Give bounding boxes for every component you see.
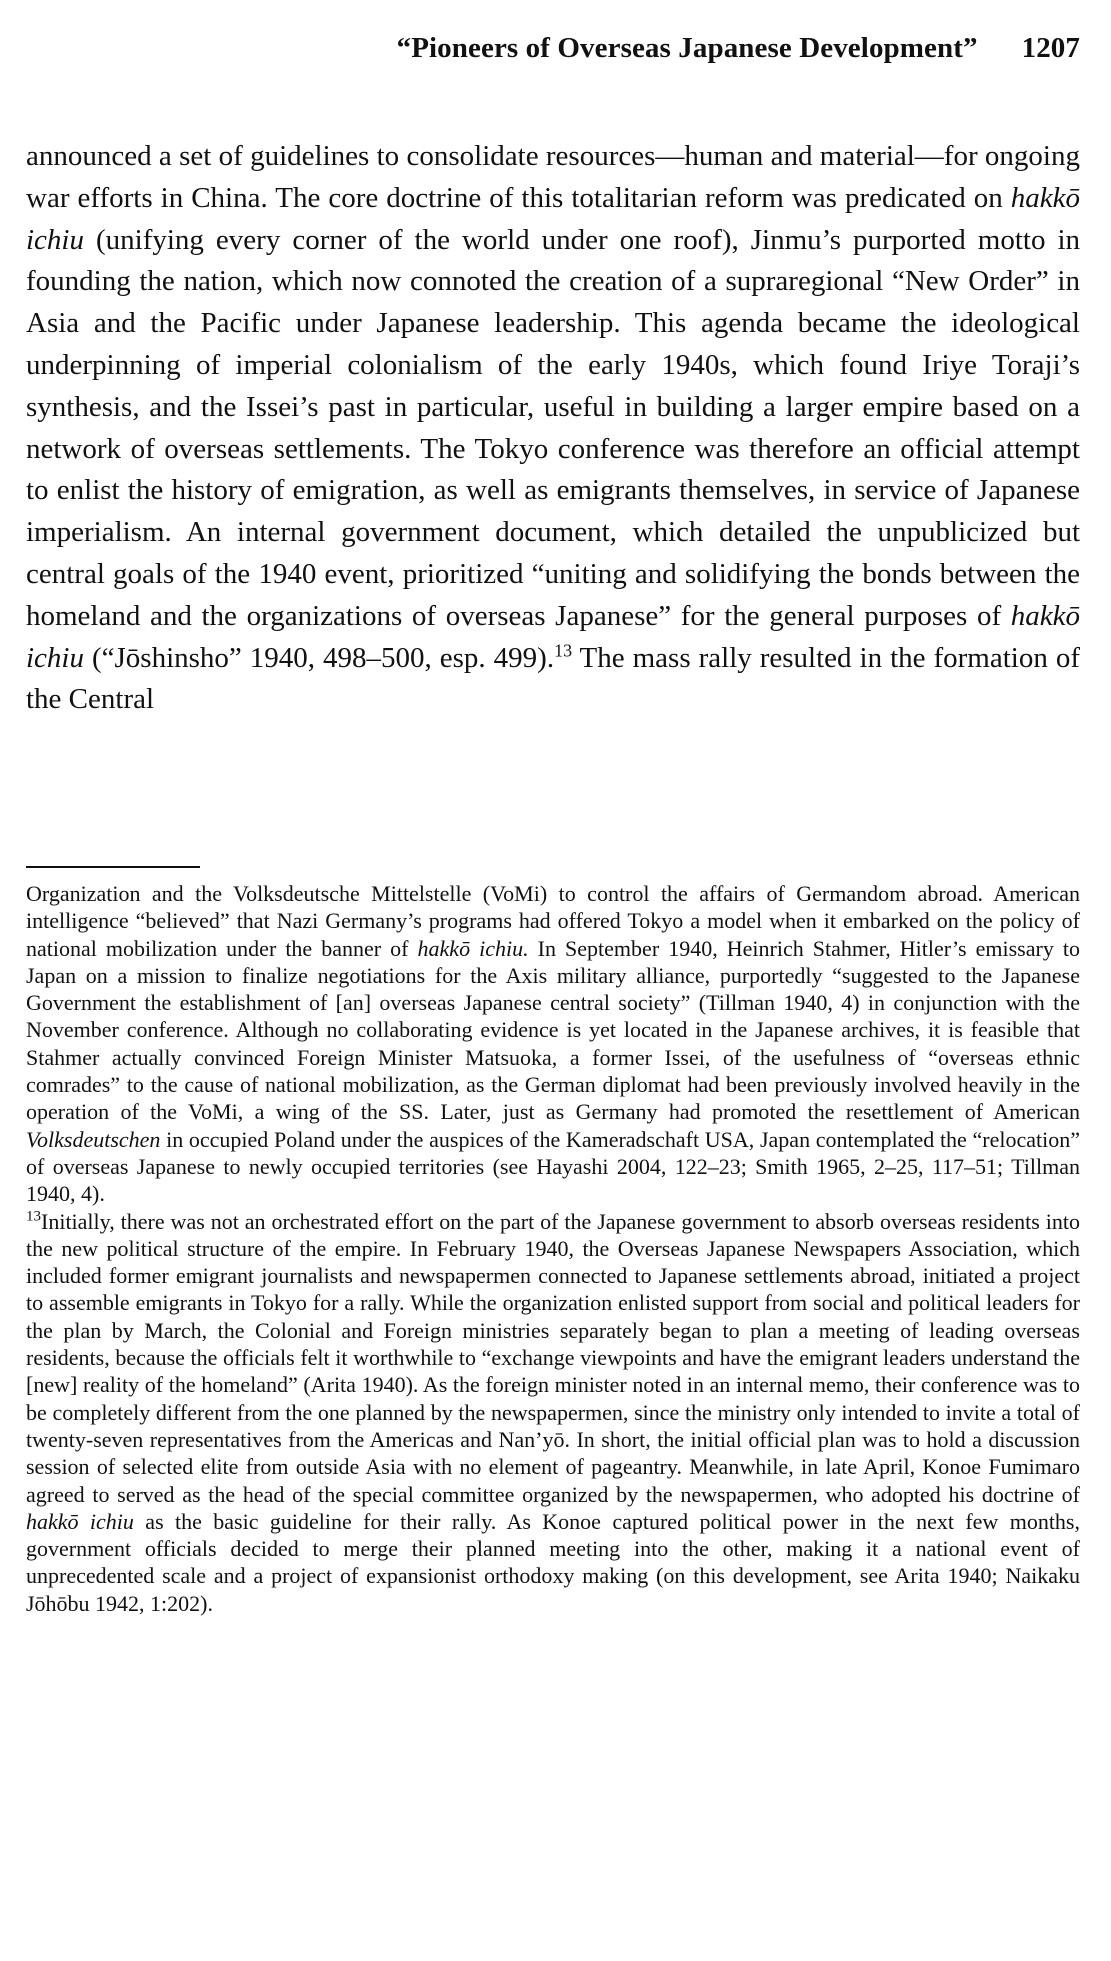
footnote-text-segment: Organization and the Volksdeutsche Mittelstelle (VoMi) to control the affairs of Germandom abroad. American intelligence “believed” that Nazi Germany’s programs had offered Tokyo a model when it embarked on the policy of national mobilization under the banner of — [26, 881, 1080, 961]
footnote-divider — [26, 866, 200, 868]
footnotes — [26, 880, 1080, 1617]
footnote-13 — [26, 1208, 1080, 1617]
main-text-italic: hakkō ichiu — [26, 599, 1080, 674]
main-paragraph — [26, 136, 1080, 721]
main-text-italic: hakkō ichiu — [26, 181, 1080, 256]
page-number: 1207 — [1021, 32, 1080, 64]
footnote-text-segment: In September 1940, Heinrich Stahmer, Hitler’s emissary to Japan on a mission to finalize negotiations for the Axis military alliance, purportedly “suggested to the Japanese Government the establishment of [an] overseas Japanese central society” (Tillman 1940, 4) in conjunction with the November conference. Although no collaborating evidence is yet located in the Japanese archives, it is feasible that Stahmer actually convinced Foreign Minister Matsuoka, a former Issei, of the usefulness of “overseas ethnic comrades” to the cause of national mobilization, as the German diplomat had been previously involved heavily in the operation of the VoMi, a wing of the SS. Later, just as Germany had promoted the resettlement of American — [26, 935, 1080, 1125]
footnote-text-segment: in occupied Poland under the auspices of the Kameradschaft USA, Japan contemplated the “relocation” of overseas Japanese to newly occupied territories (see Hayashi 2004, 122–23; Smith 1965, 2–25, 117–51; Tillman 1940, 4). — [26, 1126, 1080, 1207]
footnote-text-italic: hakkō ichiu — [26, 1508, 134, 1534]
footnote-13-marker: 13 — [26, 1208, 41, 1225]
footnote-text-italic: hakkō ichiu. — [417, 935, 529, 961]
footnote-ref-13[interactable]: 13 — [554, 639, 573, 660]
footnote-text-segment: as the basic guideline for their rally. As Konoe captured political power in the next few months, government officials decided to merge their planned meeting into the other, making it a national event of unprecedented scale and a project of expansionist orthodoxy making (on this development, see Arita 1940; Naikaku Jōhōbu 1942, 1:202). — [26, 1508, 1080, 1616]
main-text-segment: (unifying every corner of the world under one roof), Jinmu’s purported motto in founding the nation, which now connoted the creation of a supraregional “New Order” in Asia and the Pacific under Japanese leadership. This agenda became the ideological underpinning of imperial colonialism of the early 1940s, which found Iriye Toraji’s synthesis, and the Issei’s past in particular, useful in building a larger empire based on a network of overseas settlements. The Tokyo conference was therefore an official attempt to enlist the history of emigration, as well as emigrants themselves, in service of Japanese imperialism. An internal government document, which detailed the unpublicized but central goals of the 1940 event, prioritized “uniting and solidifying the bonds between the homeland and the organizations of overseas Japanese” for the general purposes of — [26, 223, 1080, 632]
footnote-continued — [26, 880, 1080, 1208]
main-text-segment: (“Jōshinsho” 1940, 498–500, esp. 499). — [84, 641, 555, 674]
running-title: “Pioneers of Overseas Japanese Development” — [396, 32, 978, 64]
footnote-text-italic: Volksdeutschen — [26, 1126, 161, 1152]
main-text-segment: The mass rally resulted in the formation of the Central — [26, 641, 1080, 716]
main-text-segment: announced a set of guidelines to consolidate resources—human and material—for ongoing war efforts in China. The core doctrine of this totalitarian reform was predicated on — [26, 140, 1080, 214]
footnote-text-segment: Initially, there was not an orchestrated effort on the part of the Japanese government to absorb overseas residents into the new political structure of the empire. In February 1940, the Overseas Japanese Newspapers Association, which included former emigrant journalists and newspapermen connected to Japanese settlements abroad, initiated a project to assemble emigrants in Tokyo for a rally. While the organization enlisted support from social and political leaders for the plan by March, the Colonial and Foreign ministries separately began to plan a meeting of leading overseas residents, because the officials felt it worthwhile to “exchange viewpoints and have the emigrant leaders understand the [new] reality of the homeland” (Arita 1940). As the foreign minister noted in an internal memo, their conference was to be completely different from the one planned by the newspapermen, since the ministry only intended to invite a total of twenty-seven representatives from the Americas and Nan’yō. In short, the initial official plan was to hold a discussion session of selected elite from outside Asia with no element of pageantry. Meanwhile, in late April, Konoe Fumimaro agreed to served as the head of the special committee organized by the newspapermen, who adopted his doctrine of — [26, 1208, 1080, 1507]
running-header — [0, 32, 1080, 65]
